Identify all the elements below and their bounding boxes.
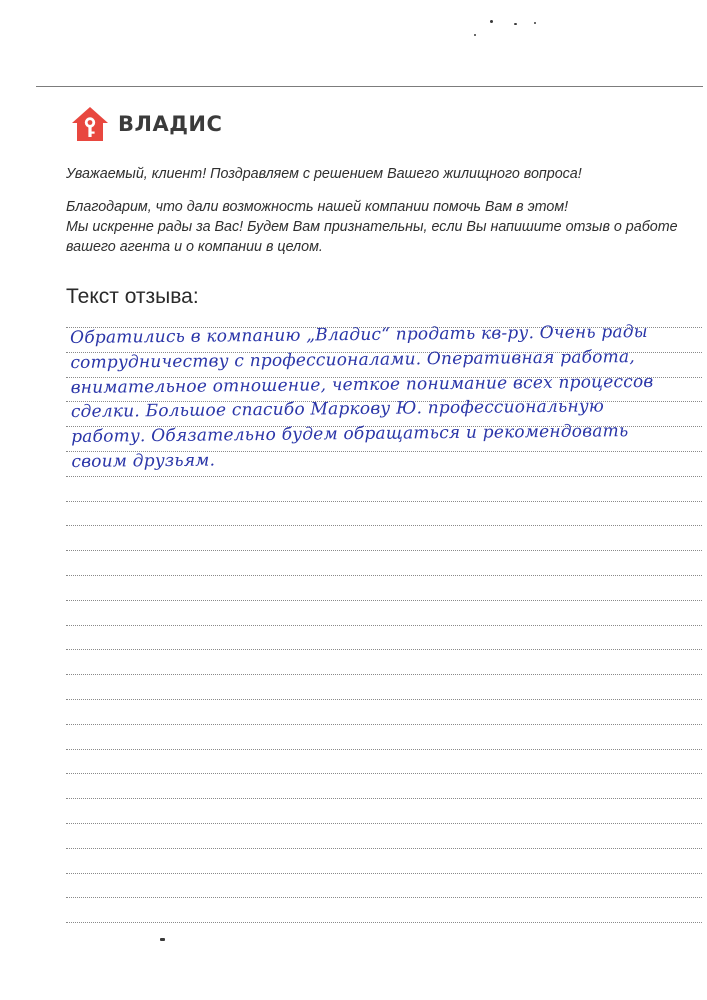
scan-speck xyxy=(490,20,493,23)
dotted-rule xyxy=(66,674,702,675)
handwritten-line: своим друзьям. xyxy=(71,450,216,472)
handwritten-line: работу. Обязательно будем обращаться и рекомендовать xyxy=(71,421,629,448)
intro-line: Благодарим, что дали возможность нашей компании помочь Вам в этом! xyxy=(66,199,569,215)
dotted-rule xyxy=(66,897,702,898)
dotted-rule xyxy=(66,550,702,551)
dotted-rule xyxy=(66,625,702,626)
dotted-rule xyxy=(66,848,702,849)
dotted-rule xyxy=(66,922,702,923)
dotted-rule xyxy=(66,873,702,874)
intro-paragraph xyxy=(66,197,696,257)
dotted-rule xyxy=(66,501,702,502)
page-top-rule xyxy=(36,86,703,87)
handwritten-line: Обратились в компанию „Владис“ продать кв-ру. Очень рады xyxy=(70,321,648,348)
dotted-rule xyxy=(66,476,702,477)
dotted-rule xyxy=(66,600,702,601)
scan-speck xyxy=(534,22,536,24)
brand-name: ВЛАДИС xyxy=(118,112,223,136)
scan-speck xyxy=(474,34,476,36)
dotted-rule xyxy=(66,575,702,576)
dotted-rule xyxy=(66,773,702,774)
house-key-icon xyxy=(70,104,110,144)
intro-line: вашего агента и о компании в целом. xyxy=(66,239,323,255)
handwritten-line: сотрудничеству с профессионалами. Оперативная работа, xyxy=(70,346,635,373)
scan-speck xyxy=(514,23,517,25)
handwritten-line: внимательное отношение, четкое понимание всех процессов xyxy=(70,371,654,398)
review-heading: Текст отзыва: xyxy=(66,285,199,308)
handwritten-review xyxy=(70,319,707,474)
handwritten-line: сделки. Большое спасибо Маркову Ю. профессиональную xyxy=(70,396,605,423)
brand-logo xyxy=(70,104,222,144)
dotted-rule xyxy=(66,798,702,799)
dotted-rule xyxy=(66,649,702,650)
dotted-rule xyxy=(66,823,702,824)
dotted-rule xyxy=(66,749,702,750)
intro-line: Мы искренне рады за Вас! Будем Вам признательны, если Вы напишите отзыв о работе xyxy=(66,219,678,235)
dotted-rule xyxy=(66,525,702,526)
dotted-rule xyxy=(66,699,702,700)
greeting-text: Уважаемый, клиент! Поздравляем с решением Вашего жилищного вопроса! xyxy=(66,166,582,182)
dotted-rule xyxy=(66,724,702,725)
